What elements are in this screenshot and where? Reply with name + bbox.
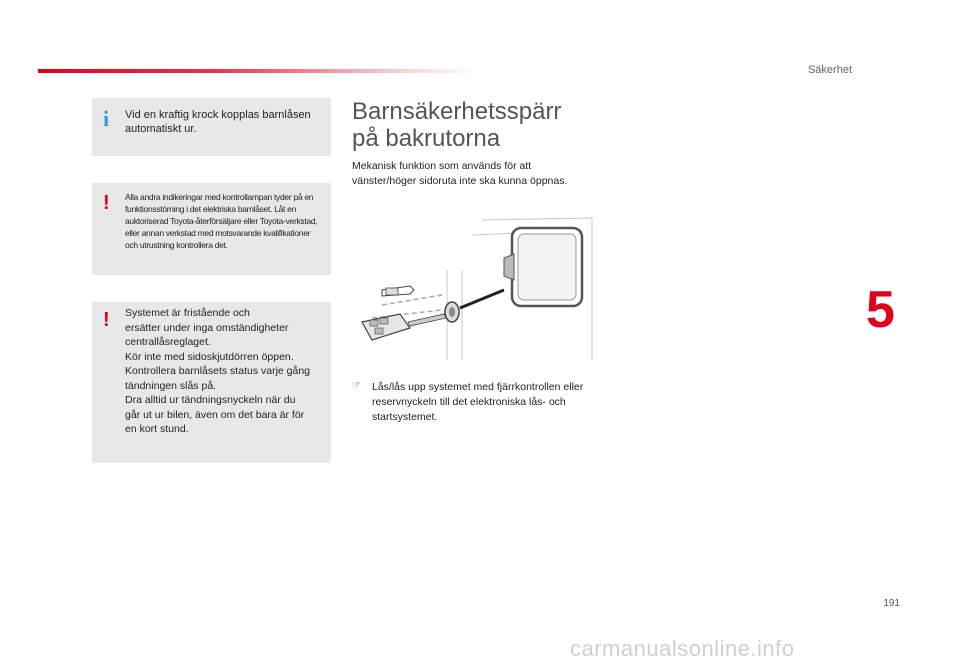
page-title-line: Barnsäkerhetsspärr: [352, 98, 562, 125]
warning-line: Kör inte med sidoskjutdörren öppen.: [125, 350, 294, 363]
info-box: [92, 98, 331, 156]
warning-line: centrallåsreglaget.: [125, 336, 211, 348]
page-number: 191: [883, 598, 900, 609]
warning-box-malfunction: [92, 183, 331, 275]
intro-paragraph: Mekanisk funktion som används för att vänster/höger sidoruta inte ska kunna öppnas.: [352, 160, 568, 187]
warning-icon: !: [103, 309, 110, 331]
section-title: Säkerhet: [807, 64, 852, 76]
warning-line: Dra alltid ur tändningsnyckeln när du: [125, 394, 296, 406]
child-lock-illustration: [352, 210, 597, 370]
warning-line: tändningen slås på.: [125, 379, 217, 392]
warning-box-system: [92, 302, 331, 463]
arrow-bullet-icon: ☞: [352, 380, 361, 391]
warning-line: Kontrollera barnlåsets status varje gång: [125, 365, 311, 377]
warning-box-text: Alla andra indikeringar med kontrollampan tyder på en funktionsstörning i det elektriska barnlåset. Låt en auktoriserad Toyota-återförsäljare eller Toyota-verkstad, eller annan verkstad med motsvarande kvalifikationer och utrustning kontrollera det.: [125, 192, 318, 250]
pointer-line: [460, 290, 504, 308]
warning-line: ersätter under inga omständigheter: [125, 321, 289, 334]
page-title-line: på bakrutorna: [352, 125, 501, 152]
watermark: carmanualsonline.info: [570, 636, 795, 661]
info-box-text: Vid en kraftig krock kopplas barnlåsen automatiskt ur.: [125, 109, 311, 135]
window-latch: [504, 254, 514, 280]
instruction-text: Lås/lås upp systemet med fjärrkontrollen eller reservnyckeln till det elektroniska lås- och startsystemet.: [372, 381, 584, 423]
header-accent-bar: [38, 69, 478, 73]
spare-key: [382, 286, 414, 296]
warning-line: Systemet är fristående och: [125, 307, 250, 319]
chapter-number: 5: [866, 281, 895, 339]
info-icon: i: [103, 106, 110, 131]
warning-icon: !: [103, 192, 110, 214]
warning-line: går ut ur bilen, även om det bara är för: [125, 408, 305, 421]
page-title: [352, 98, 612, 152]
warning-line: en kort stund.: [125, 423, 189, 435]
warning-box-text: [125, 306, 323, 437]
